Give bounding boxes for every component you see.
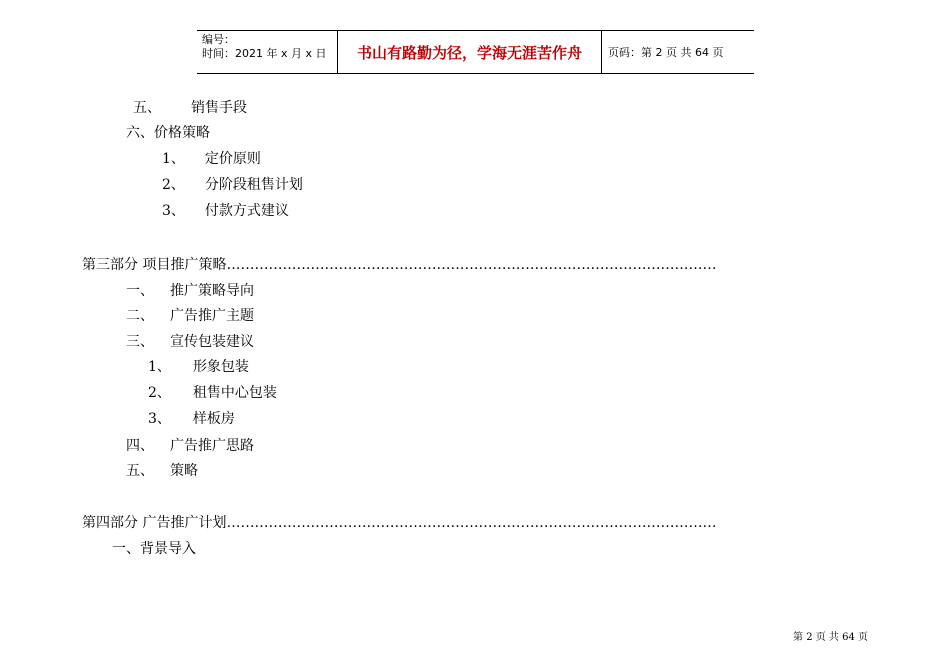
toc-num: 2、 (148, 385, 171, 401)
toc-text: 租售中心包装 (192, 385, 277, 401)
toc-text: 广告推广主题 (170, 308, 254, 324)
toc-text: 付款方式建议 (204, 203, 289, 219)
toc-leader-dots: …………………………………………………………………………………………… (226, 515, 717, 531)
toc-num: 三、 (126, 334, 154, 350)
toc-text: 形象包装 (192, 359, 249, 375)
time-label: 时间：2021 年 x 月 x 日 (202, 47, 327, 60)
toc-line (126, 124, 210, 142)
number-label: 编号： (202, 33, 235, 46)
toc-section-title: 第四部分 广告推广计划 (82, 515, 227, 531)
toc-num: 2、 (162, 177, 185, 193)
toc-num: 3、 (162, 203, 185, 219)
toc-section (82, 514, 716, 532)
header-info (197, 31, 338, 73)
toc-line (126, 462, 198, 480)
toc-line (112, 540, 196, 558)
header-page-label: 页码：第 2 页 共 64 页 (608, 46, 724, 59)
page-header (197, 30, 754, 74)
toc-line (162, 176, 303, 194)
toc-text: 一、背景导入 (112, 541, 196, 557)
toc-line (148, 358, 249, 376)
toc-line (162, 150, 261, 168)
toc-text: 策略 (170, 463, 198, 479)
toc-num: 五、 (133, 100, 161, 116)
toc-text: 分阶段租售计划 (204, 177, 303, 193)
toc-num: 一、 (126, 283, 154, 299)
toc-text: 销售手段 (191, 100, 247, 116)
toc-line (126, 333, 254, 351)
toc-text: 定价原则 (204, 151, 261, 167)
toc-line (126, 437, 254, 455)
toc-num: 1、 (148, 359, 171, 375)
toc-text: 宣传包装建议 (170, 334, 254, 350)
toc-num: 四、 (126, 438, 154, 454)
toc-line (133, 99, 247, 117)
toc-line (126, 307, 254, 325)
toc-section-title: 第三部分 项目推广策略 (82, 257, 227, 273)
toc-text: 广告推广思路 (170, 438, 254, 454)
toc-leader-dots: …………………………………………………………………………………………… (226, 257, 717, 273)
toc-line (148, 410, 235, 428)
toc-line (148, 384, 277, 402)
toc-text: 样板房 (192, 411, 235, 427)
toc-line (126, 282, 254, 300)
toc-num: 3、 (148, 411, 171, 427)
toc-line (162, 202, 289, 220)
toc-text: 六、价格策略 (126, 125, 210, 141)
header-motto: 书山有路勤为径，学海无涯苦作舟 (338, 31, 602, 73)
page-footer: 第 2 页 共 64 页 (793, 632, 868, 643)
toc-num: 二、 (126, 308, 154, 324)
toc-num: 1、 (162, 151, 185, 167)
toc-text: 推广策略导向 (170, 283, 254, 299)
toc-num: 五、 (126, 463, 154, 479)
toc-section (82, 256, 716, 274)
